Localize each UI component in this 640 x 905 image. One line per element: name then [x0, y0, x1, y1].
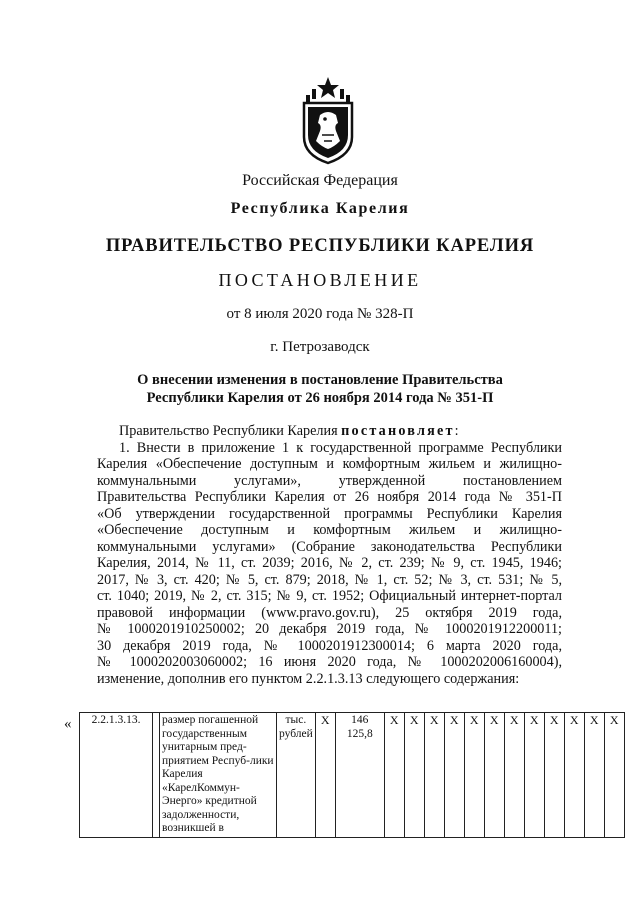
row-unit: тыс. рублей: [277, 713, 316, 838]
body-line: ст. 1040; 2019, № 2, ст. 315; № 9, ст. 1952; Официальный интернет-портал: [97, 588, 562, 604]
x-cell: Х: [544, 713, 564, 838]
x-cell: Х: [464, 713, 484, 838]
government-name: ПРАВИТЕЛЬСТВО РЕСПУБЛИКИ КАРЕЛИЯ: [105, 236, 535, 256]
body-line: изменение, дополнив его пунктом 2.2.1.3.13 следующего содержания:: [97, 670, 520, 687]
document-date: от 8 июля 2020 года № 328-П: [226, 306, 414, 322]
body-line: № 1000201910250002; 20 декабря 2019 года, № 1000201912200011;: [97, 621, 562, 637]
x-cell: Х: [504, 713, 524, 838]
x-cell: Х: [484, 713, 504, 838]
city-name: г. Петрозаводск: [270, 339, 370, 355]
body-line: правовой информации (www.pravo.gov.ru), 25 октября 2019 года,: [97, 604, 562, 621]
body-line: «Об утверждении государственной программы Республики Карелия: [97, 505, 562, 522]
body-line: 1. Внести в приложение 1 к государственной программе Республики: [119, 439, 562, 456]
x-cell: Х: [524, 713, 544, 838]
intro-verb: постановляет: [341, 423, 455, 439]
amendment-table: [79, 712, 625, 838]
body-line: Карелия, 2014, № 11, ст. 2039; 2016, № 2, ст. 239; № 9, ст. 1945, 1946;: [97, 555, 562, 571]
body-line: № 1000202003060002; 16 июня 2020 года, № 1000202006160004),: [97, 654, 562, 670]
body-line: Карелия «Обеспечение доступным и комфортным жильем и жилищно-: [97, 456, 562, 472]
country-name: Российская Федерация: [242, 172, 398, 189]
x-cell: Х: [604, 713, 624, 838]
document-type: ПОСТАНОВЛЕНИЕ: [218, 270, 422, 290]
open-quote: «: [64, 716, 72, 732]
table-row: [80, 713, 625, 838]
body-line: коммунальными услугами», утвержденной постановлением: [97, 472, 562, 489]
x-cell: Х: [404, 713, 424, 838]
row-description: размер погашенной государственным унитарным пред-приятием Респуб-лики Карелия «КарелКоммун-Энерго» кредитной задолженности, возникшей в: [160, 713, 277, 838]
document-body: [97, 423, 562, 687]
body-line: коммунальными услугами» (Собрание законодательства Республики: [97, 538, 562, 555]
intro-colon: :: [454, 423, 459, 439]
empty-cell: [153, 713, 160, 838]
x-cell: Х: [384, 713, 404, 838]
row-code: 2.2.1.3.13.: [80, 713, 153, 838]
x-cell: Х: [424, 713, 444, 838]
republic-name: Республика Карелия: [230, 200, 410, 217]
body-line: Правительства Республики Карелия от 26 ноября 2014 года № 351-П: [97, 489, 562, 505]
x-cell: Х: [564, 713, 584, 838]
x-cell: Х: [584, 713, 604, 838]
row-value: 146 125,8: [335, 713, 384, 838]
coat-of-arms-icon: [298, 75, 358, 165]
title-line-1: О внесении изменения в постановление Правительства: [137, 372, 503, 388]
intro-paragraph: [97, 423, 562, 440]
document-title: [0, 371, 640, 407]
body-line: 30 декабря 2019 года, № 1000201912300014; 6 марта 2020 года,: [97, 637, 562, 654]
intro-text: Правительство Республики Карелия: [119, 423, 338, 439]
title-line-2: Республики Карелия от 26 ноября 2014 года № 351-П: [146, 390, 494, 406]
x-cell: Х: [315, 713, 335, 838]
x-cell: Х: [444, 713, 464, 838]
body-line: «Обеспечение доступным и комфортным жильем и жилищно-: [97, 522, 562, 538]
body-line: 2017, № 3, ст. 420; № 5, ст. 879; 2018, № 1, ст. 52; № 3, ст. 531; № 5,: [97, 571, 562, 588]
